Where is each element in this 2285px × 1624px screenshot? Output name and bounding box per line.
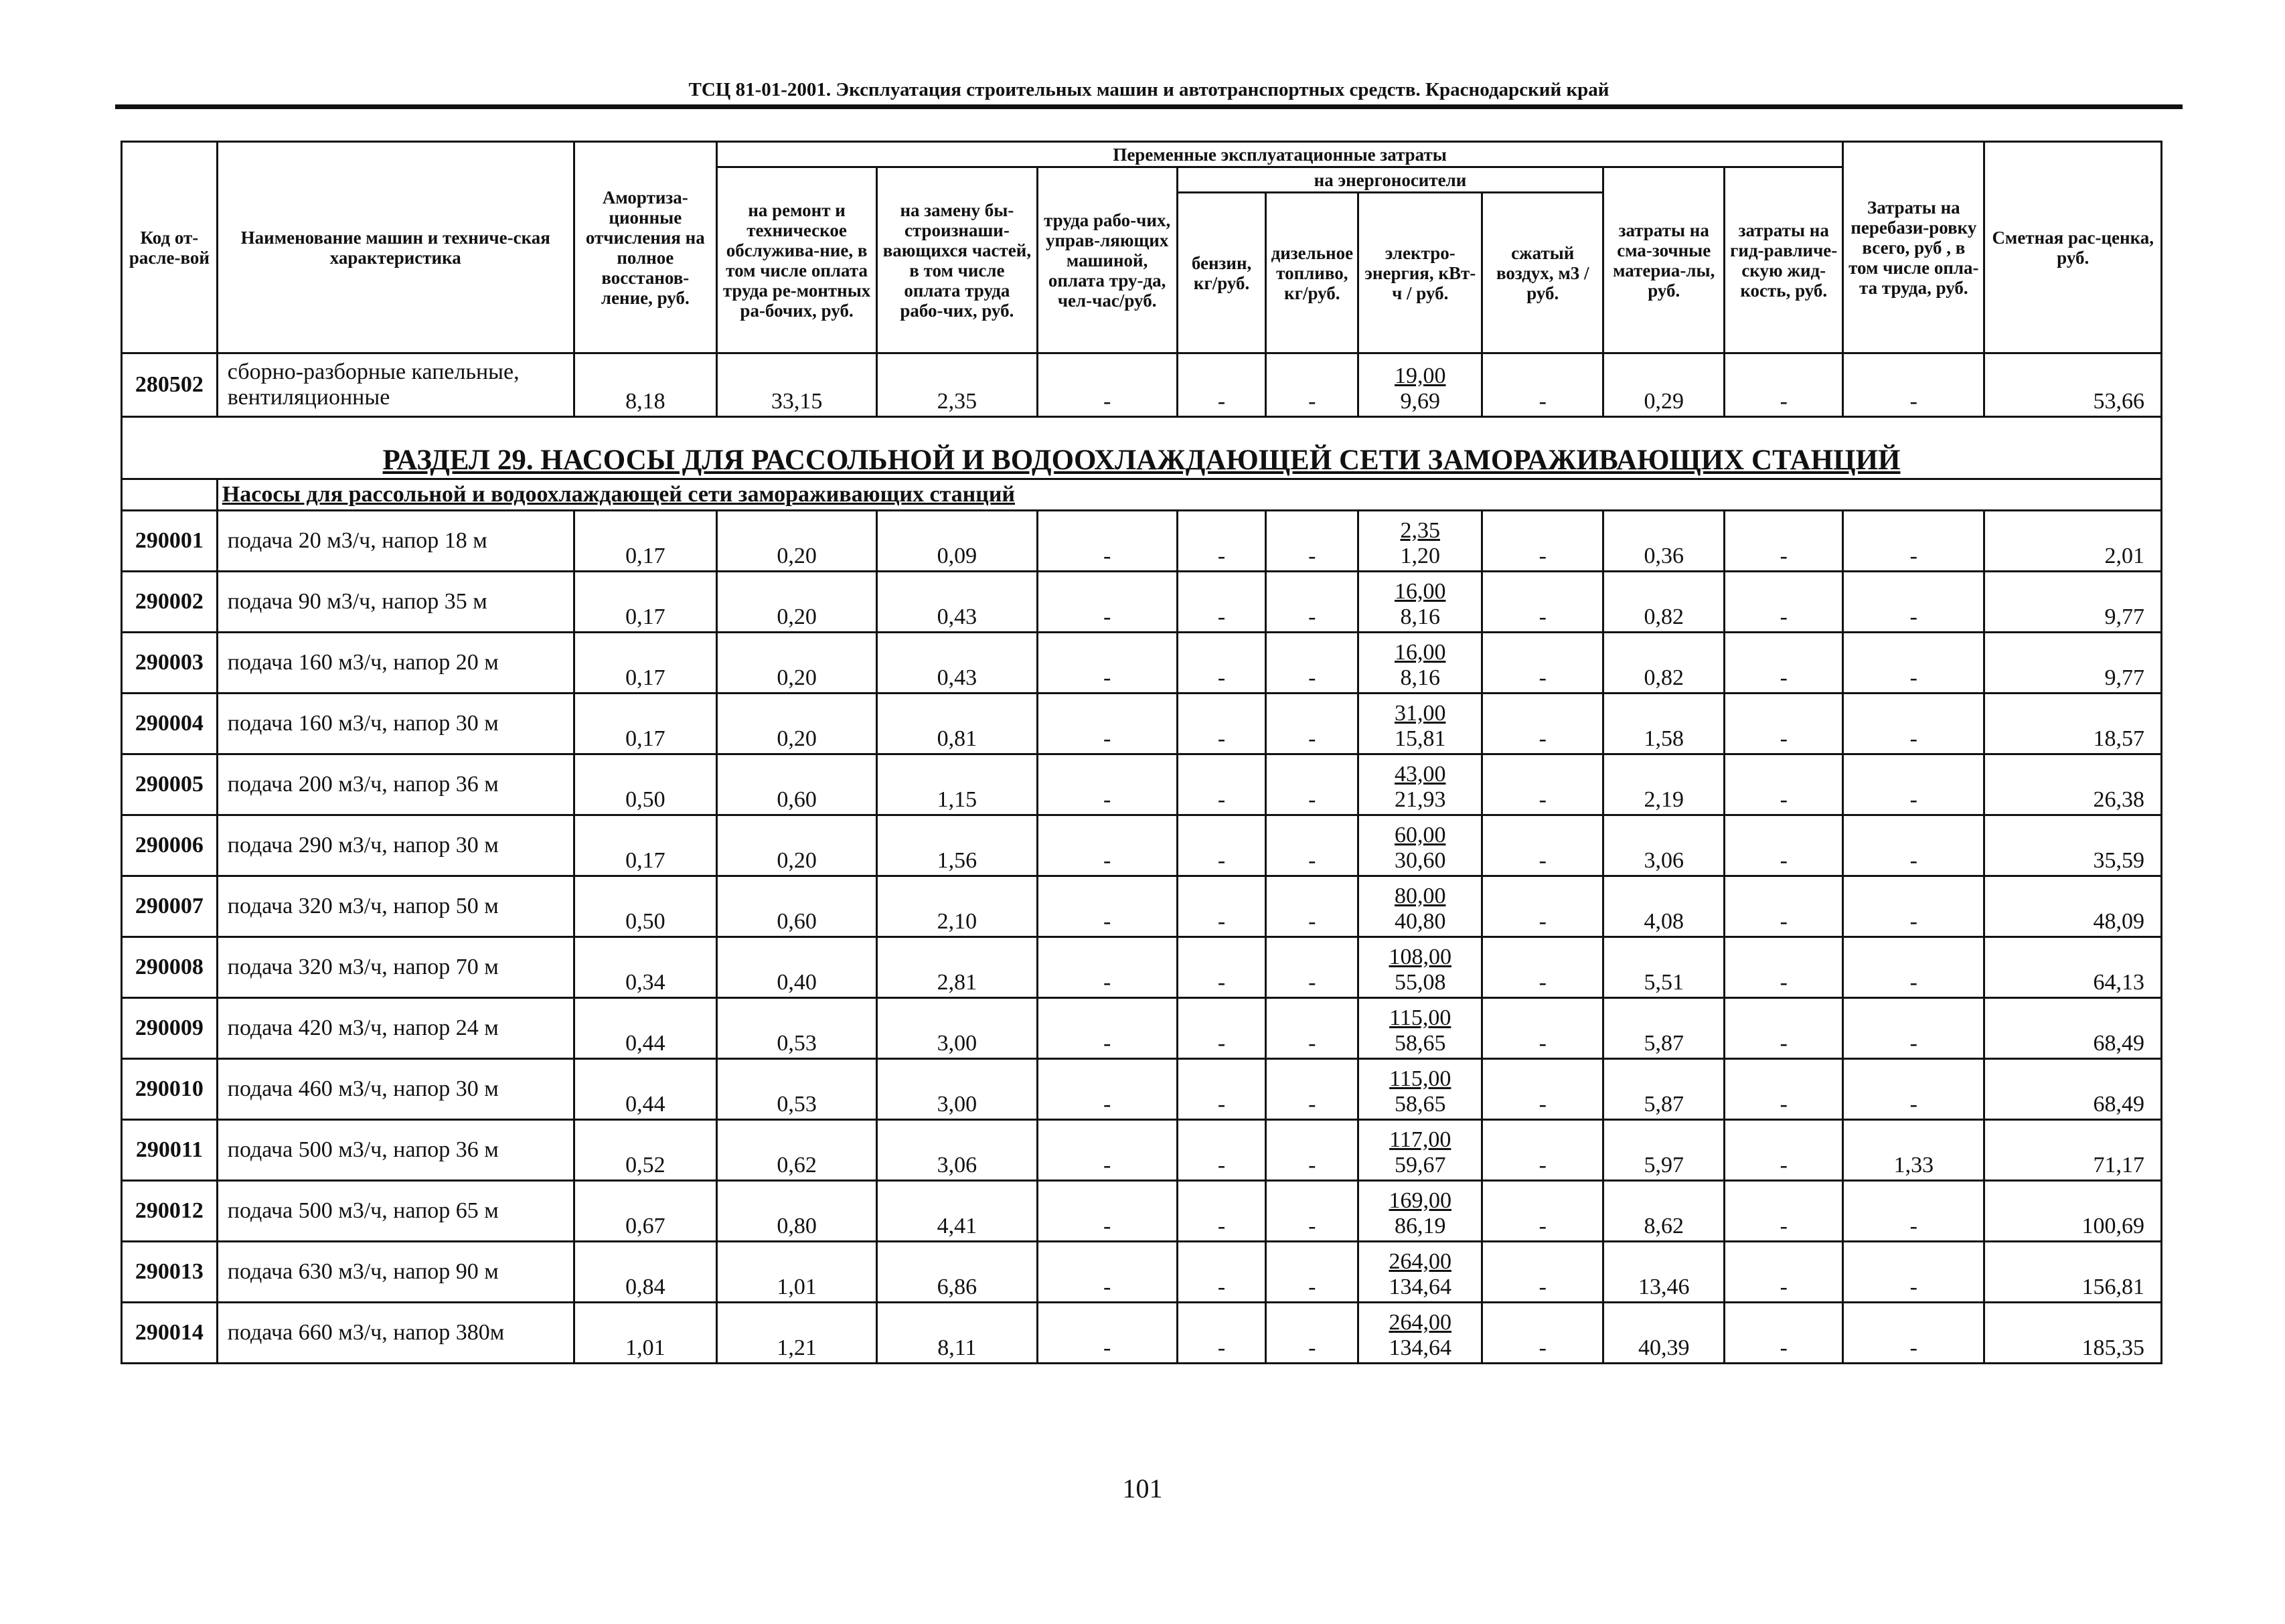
cell-labor: - [1037,511,1177,572]
cell-replace: 0,81 [877,694,1037,754]
cell-relocation: - [1843,1303,1984,1364]
header-electric: электро-энергия, кВт-ч / руб. [1358,193,1482,353]
cell-hydraulic: - [1725,1242,1843,1303]
price-table [121,141,2162,1364]
row-name: подача 660 м3/ч, напор 380м [217,1303,574,1364]
cell-labor: - [1037,1303,1177,1364]
cell-electric-kwh: 117,00 [1389,1127,1451,1152]
cell-total: 26,38 [1984,754,2162,815]
cell-electric-rub: 58,65 [1394,1031,1446,1056]
cell-air: - [1482,998,1603,1059]
cell-electric-kwh: 264,00 [1389,1249,1451,1274]
cell-replace: 8,11 [877,1303,1037,1364]
cell-repair: 0,40 [716,937,876,998]
cell-relocation: - [1843,572,1984,633]
cell-repair: 0,20 [716,511,876,572]
cell-amort: 0,17 [574,572,716,633]
header-hydraulic: затраты на гид-равличе-скую жид-кость, руб. [1725,167,1843,353]
row-code: 290011 [122,1120,218,1181]
cell-relocation: - [1843,694,1984,754]
cell-electric-kwh: 115,00 [1389,1005,1451,1030]
cell-repair: 0,60 [716,876,876,937]
cell-electric [1358,511,1482,572]
cell-labor: - [1037,1181,1177,1242]
cell-diesel: - [1266,572,1358,633]
row-code: 290014 [122,1303,218,1364]
cell-lube: 40,39 [1603,1303,1725,1364]
cell-hydraulic: - [1725,572,1843,633]
cell-diesel: - [1266,876,1358,937]
cell-relocation: - [1843,937,1984,998]
cell-electric-rub: 86,19 [1394,1214,1446,1238]
table-row [122,1242,2162,1303]
cell-relocation: - [1843,1242,1984,1303]
cell-petrol: - [1177,353,1266,417]
data-rows [122,511,2162,1364]
row-name: подача 420 м3/ч, напор 24 м [217,998,574,1059]
cell-electric-rub: 55,08 [1394,970,1446,995]
table-row [122,754,2162,815]
row-name-line2: вентиляционные [227,385,390,410]
cell-petrol: - [1177,633,1266,694]
cell-labor: - [1037,815,1177,876]
cell-total: 18,57 [1984,694,2162,754]
cell-labor: - [1037,572,1177,633]
cell-repair: 33,15 [716,353,876,417]
header-repair: на ремонт и техническое обслужива-ние, в том числе оплата труда ре-монтных ра-бочих, руб. [716,167,876,353]
cell-diesel: - [1266,1242,1358,1303]
row-name: подача 20 м3/ч, напор 18 м [217,511,574,572]
cell-amort: 0,50 [574,876,716,937]
cell-air: - [1482,572,1603,633]
cell-lube: 5,87 [1603,1059,1725,1120]
cell-replace: 2,81 [877,937,1037,998]
cell-total: 100,69 [1984,1181,2162,1242]
cell-electric [1358,572,1482,633]
cell-hydraulic: - [1725,815,1843,876]
cell-total: 68,49 [1984,1059,2162,1120]
subsection-title: Насосы для рассольной и водоохлаждающей сети замораживающих станций [217,479,2161,511]
header-rule [115,104,2183,109]
cell-lube: 5,51 [1603,937,1725,998]
cell-replace: 3,00 [877,998,1037,1059]
cell-electric-kwh: 16,00 [1394,579,1446,604]
cell-total: 35,59 [1984,815,2162,876]
cell-electric-rub: 9,69 [1400,389,1440,414]
cell-amort: 0,17 [574,694,716,754]
table-row [122,353,2162,417]
row-code: 290002 [122,572,218,633]
table-row [122,572,2162,633]
table-row [122,1181,2162,1242]
cell-amort: 0,44 [574,998,716,1059]
cell-replace: 0,43 [877,633,1037,694]
cell-lube: 4,08 [1603,876,1725,937]
row-code: 290004 [122,694,218,754]
row-code: 290007 [122,876,218,937]
cell-hydraulic: - [1725,511,1843,572]
cell-relocation: - [1843,876,1984,937]
cell-labor: - [1037,1120,1177,1181]
cell-electric-kwh: 16,00 [1394,640,1446,665]
row-code: 290005 [122,754,218,815]
cell-relocation: - [1843,511,1984,572]
row-name-line1: сборно-разборные капельные, [227,359,520,384]
section-title: РАЗДЕЛ 29. НАСОСЫ ДЛЯ РАССОЛЬНОЙ И ВОДООХЛАЖДАЮЩЕЙ СЕТИ ЗАМОРАЖИВАЮЩИХ СТАНЦИЙ [122,417,2162,479]
table-row [122,1303,2162,1364]
cell-petrol: - [1177,1303,1266,1364]
cell-replace: 4,41 [877,1181,1037,1242]
cell-petrol: - [1177,815,1266,876]
table-row [122,1120,2162,1181]
cell-electric-kwh: 43,00 [1394,762,1446,787]
cell-replace: 0,43 [877,572,1037,633]
table-row [122,694,2162,754]
header-variable-costs: Переменные эксплуатационные затраты [716,142,1842,167]
header-replace: на замену бы-строизнаши-вающихся частей, в том числе оплата труда рабо-чих, руб. [877,167,1037,353]
cell-total: 68,49 [1984,998,2162,1059]
cell-air: - [1482,694,1603,754]
cell-petrol: - [1177,937,1266,998]
cell-lube: 1,58 [1603,694,1725,754]
cell-labor: - [1037,937,1177,998]
cell-electric-rub: 58,65 [1394,1092,1446,1117]
cell-lube: 5,87 [1603,998,1725,1059]
table-row [122,633,2162,694]
cell-lube: 8,62 [1603,1181,1725,1242]
cell-electric [1358,1181,1482,1242]
cell-diesel: - [1266,633,1358,694]
cell-replace: 3,06 [877,1120,1037,1181]
cell-repair: 0,20 [716,633,876,694]
cell-electric-kwh: 115,00 [1389,1066,1451,1091]
cell-repair: 0,80 [716,1181,876,1242]
subsection-code-blank [122,479,218,511]
page-header: ТСЦ 81-01-2001. Эксплуатация строительных машин и автотранспортных средств. Краснодарский край [688,79,1609,100]
cell-petrol: - [1177,1242,1266,1303]
cell-electric-rub: 134,64 [1389,1275,1451,1299]
cell-petrol: - [1177,998,1266,1059]
page-number: 101 [1122,1473,1163,1504]
cell-total: 9,77 [1984,633,2162,694]
cell-air: - [1482,1242,1603,1303]
row-code: 290006 [122,815,218,876]
cell-electric [1358,353,1482,417]
table-row [122,1059,2162,1120]
row-code: 290001 [122,511,218,572]
cell-relocation: - [1843,353,1984,417]
cell-air: - [1482,633,1603,694]
cell-diesel: - [1266,353,1358,417]
header-diesel: дизельное топливо, кг/руб. [1266,193,1358,353]
cell-electric-kwh: 108,00 [1389,945,1451,969]
cell-petrol: - [1177,694,1266,754]
row-name: подача 290 м3/ч, напор 30 м [217,815,574,876]
cell-relocation: - [1843,754,1984,815]
row-name: подача 90 м3/ч, напор 35 м [217,572,574,633]
table-row [122,876,2162,937]
row-name: подача 160 м3/ч, напор 30 м [217,694,574,754]
table-row [122,815,2162,876]
cell-relocation: - [1843,1059,1984,1120]
row-name: подача 160 м3/ч, напор 20 м [217,633,574,694]
cell-petrol: - [1177,511,1266,572]
cell-petrol: - [1177,572,1266,633]
cell-electric [1358,1303,1482,1364]
cell-lube: 2,19 [1603,754,1725,815]
table-row [122,998,2162,1059]
row-code: 290012 [122,1181,218,1242]
cell-electric [1358,1059,1482,1120]
cell-electric-kwh: 60,00 [1394,823,1446,847]
cell-electric-rub: 21,93 [1394,787,1446,812]
cell-replace: 3,00 [877,1059,1037,1120]
cell-electric-kwh: 264,00 [1389,1310,1451,1335]
cell-labor: - [1037,1242,1177,1303]
cell-diesel: - [1266,1303,1358,1364]
cell-petrol: - [1177,754,1266,815]
cell-petrol: - [1177,1059,1266,1120]
cell-diesel: - [1266,1059,1358,1120]
cell-lube: 0,29 [1603,353,1725,417]
cell-electric-rub: 8,16 [1400,604,1440,629]
table-row [122,937,2162,998]
header-air: сжатый воздух, м3 / руб. [1482,193,1603,353]
cell-air: - [1482,353,1603,417]
cell-hydraulic: - [1725,937,1843,998]
cell-relocation: - [1843,1181,1984,1242]
price-table-container [121,141,2162,1364]
cell-electric-kwh: 19,00 [1394,363,1446,388]
cell-hydraulic: - [1725,1120,1843,1181]
cell-air: - [1482,1059,1603,1120]
cell-labor: - [1037,353,1177,417]
cell-electric [1358,998,1482,1059]
cell-relocation: - [1843,815,1984,876]
cell-labor: - [1037,1059,1177,1120]
cell-repair: 0,53 [716,1059,876,1120]
cell-lube: 13,46 [1603,1242,1725,1303]
header-total: Сметная рас-ценка, руб. [1984,142,2162,353]
cell-total: 64,13 [1984,937,2162,998]
row-name [217,353,574,417]
cell-air: - [1482,876,1603,937]
cell-total: 71,17 [1984,1120,2162,1181]
cell-repair: 1,21 [716,1303,876,1364]
cell-amort: 0,84 [574,1242,716,1303]
cell-amort: 1,01 [574,1303,716,1364]
header-code: Код от-расле-вой [122,142,218,353]
cell-relocation: 1,33 [1843,1120,1984,1181]
cell-electric [1358,633,1482,694]
cell-hydraulic: - [1725,633,1843,694]
cell-repair: 0,62 [716,1120,876,1181]
row-code: 280502 [122,353,218,417]
cell-hydraulic: - [1725,694,1843,754]
cell-total: 48,09 [1984,876,2162,937]
row-code: 290008 [122,937,218,998]
header-amortization: Амортиза-ционные отчисления на полное восстанов-ление, руб. [574,142,716,353]
cell-total: 9,77 [1984,572,2162,633]
cell-total: 2,01 [1984,511,2162,572]
cell-amort: 8,18 [574,353,716,417]
cell-electric-rub: 59,67 [1394,1153,1446,1178]
cell-air: - [1482,815,1603,876]
row-code: 290010 [122,1059,218,1120]
row-name: подача 460 м3/ч, напор 30 м [217,1059,574,1120]
cell-hydraulic: - [1725,998,1843,1059]
row-code: 290013 [122,1242,218,1303]
cell-hydraulic: - [1725,754,1843,815]
cell-repair: 0,53 [716,998,876,1059]
cell-diesel: - [1266,1120,1358,1181]
cell-diesel: - [1266,815,1358,876]
cell-petrol: - [1177,1120,1266,1181]
row-name: подача 320 м3/ч, напор 50 м [217,876,574,937]
row-name: подача 500 м3/ч, напор 65 м [217,1181,574,1242]
cell-electric-rub: 1,20 [1400,544,1440,568]
row-name: подача 320 м3/ч, напор 70 м [217,937,574,998]
cell-hydraulic: - [1725,1059,1843,1120]
cell-relocation: - [1843,998,1984,1059]
cell-lube: 0,82 [1603,572,1725,633]
cell-amort: 0,44 [574,1059,716,1120]
cell-diesel: - [1266,1181,1358,1242]
cell-petrol: - [1177,1181,1266,1242]
cell-amort: 0,34 [574,937,716,998]
cell-electric [1358,815,1482,876]
cell-lube: 0,82 [1603,633,1725,694]
cell-air: - [1482,1181,1603,1242]
cell-air: - [1482,1120,1603,1181]
header-relocation: Затраты на перебази-ровку всего, руб , в том числе опла-та труда, руб. [1843,142,1984,353]
cell-electric-kwh: 80,00 [1394,884,1446,908]
cell-replace: 1,15 [877,754,1037,815]
cell-amort: 0,67 [574,1181,716,1242]
cell-total: 53,66 [1984,353,2162,417]
cell-electric-kwh: 169,00 [1389,1188,1451,1213]
cell-repair: 1,01 [716,1242,876,1303]
cell-relocation: - [1843,633,1984,694]
cell-electric [1358,937,1482,998]
cell-petrol: - [1177,876,1266,937]
row-name: подача 200 м3/ч, напор 36 м [217,754,574,815]
header-petrol: бензин, кг/руб. [1177,193,1266,353]
row-name: подача 630 м3/ч, напор 90 м [217,1242,574,1303]
cell-electric-kwh: 31,00 [1394,701,1446,726]
cell-labor: - [1037,754,1177,815]
cell-replace: 2,10 [877,876,1037,937]
cell-diesel: - [1266,937,1358,998]
cell-labor: - [1037,998,1177,1059]
cell-hydraulic: - [1725,353,1843,417]
cell-electric-rub: 30,60 [1394,848,1446,873]
row-name: подача 500 м3/ч, напор 36 м [217,1120,574,1181]
cell-repair: 0,20 [716,815,876,876]
cell-electric-rub: 134,64 [1389,1335,1451,1360]
cell-air: - [1482,1303,1603,1364]
row-code: 290003 [122,633,218,694]
table-row [122,511,2162,572]
cell-replace: 1,56 [877,815,1037,876]
header-labor: труда рабо-чих, управ-ляющих машиной, оплата тру-да, чел-час/руб. [1037,167,1177,353]
cell-electric [1358,1242,1482,1303]
cell-air: - [1482,937,1603,998]
cell-amort: 0,52 [574,1120,716,1181]
cell-diesel: - [1266,754,1358,815]
cell-repair: 0,20 [716,694,876,754]
cell-hydraulic: - [1725,1303,1843,1364]
cell-electric-rub: 40,80 [1394,909,1446,934]
cell-electric [1358,1120,1482,1181]
cell-electric [1358,694,1482,754]
cell-electric-rub: 8,16 [1400,665,1440,690]
cell-electric-rub: 15,81 [1394,726,1446,751]
cell-air: - [1482,754,1603,815]
cell-amort: 0,17 [574,633,716,694]
cell-lube: 0,36 [1603,511,1725,572]
cell-diesel: - [1266,998,1358,1059]
cell-labor: - [1037,694,1177,754]
cell-air: - [1482,511,1603,572]
cell-electric [1358,754,1482,815]
cell-amort: 0,17 [574,511,716,572]
cell-replace: 6,86 [877,1242,1037,1303]
cell-electric-kwh: 2,35 [1400,518,1440,543]
cell-labor: - [1037,876,1177,937]
row-code: 290009 [122,998,218,1059]
cell-replace: 2,35 [877,353,1037,417]
header-lube: затраты на сма-зочные материа-лы, руб. [1603,167,1725,353]
cell-repair: 0,60 [716,754,876,815]
cell-amort: 0,17 [574,815,716,876]
cell-total: 156,81 [1984,1242,2162,1303]
cell-repair: 0,20 [716,572,876,633]
cell-lube: 5,97 [1603,1120,1725,1181]
cell-electric [1358,876,1482,937]
header-energy: на энергоносители [1177,167,1603,193]
header-name: Наименование машин и техниче-ская характеристика [217,142,574,353]
cell-lube: 3,06 [1603,815,1725,876]
cell-diesel: - [1266,511,1358,572]
cell-replace: 0,09 [877,511,1037,572]
cell-amort: 0,50 [574,754,716,815]
cell-hydraulic: - [1725,876,1843,937]
cell-labor: - [1037,633,1177,694]
cell-total: 185,35 [1984,1303,2162,1364]
cell-hydraulic: - [1725,1181,1843,1242]
cell-diesel: - [1266,694,1358,754]
